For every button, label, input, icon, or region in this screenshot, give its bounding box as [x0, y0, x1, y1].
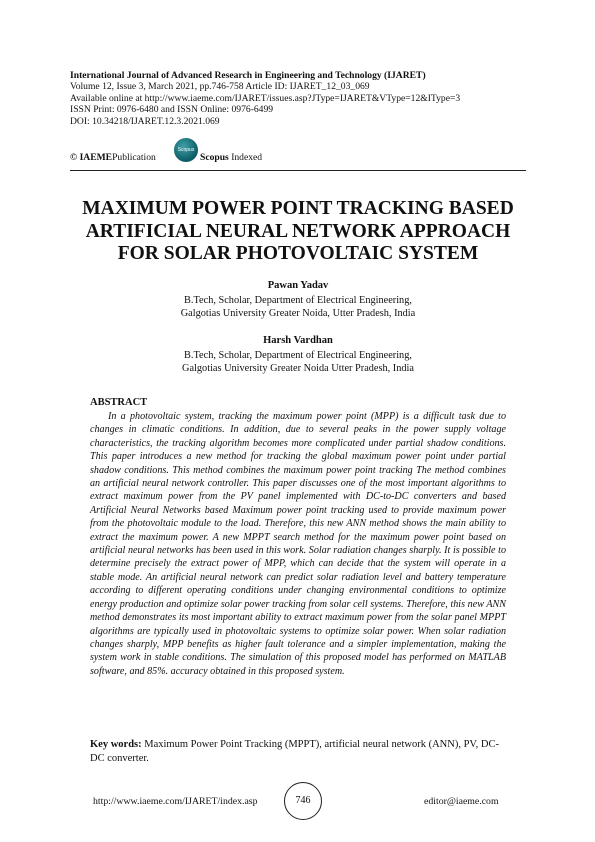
scopus-indexed-bold: Scopus: [200, 152, 229, 163]
paper-title: [60, 198, 536, 266]
footer-email-link[interactable]: editor@iaeme.com: [424, 796, 499, 807]
keywords-label: Key words:: [90, 739, 142, 750]
abstract-heading: ABSTRACT: [90, 397, 148, 408]
volume-line: Volume 12, Issue 3, March 2021, pp.746-758 Article ID: IJARET_12_03_069: [70, 81, 370, 93]
keywords-text: Maximum Power Point Tracking (MPPT), artificial neural network (ANN), PV, DC-DC converter.: [90, 739, 499, 764]
available-online-line: Available online at http://www.iaeme.com/IJARET/issues.asp?JType=IJARET&VType=12&IType=3: [70, 92, 461, 104]
scopus-indexed-suffix: Indexed: [228, 152, 263, 163]
author-name: Pawan Yadav: [267, 280, 329, 291]
affiliation-line: B.Tech, Scholar, Department of Electrical Engineering,: [184, 295, 412, 306]
footer-url-link[interactable]: http://www.iaeme.com/IJARET/index.asp: [93, 796, 258, 807]
publisher-line: [70, 152, 156, 163]
author-name: Harsh Vardhan: [263, 335, 333, 346]
publisher-name: © IAEME: [70, 152, 113, 163]
title-line-3: FOR SOLAR PHOTOVOLTAIC SYSTEM: [117, 243, 479, 264]
journal-header: [70, 70, 540, 127]
issn-line: ISSN Print: 0976-6480 and ISSN Online: 0976-6499: [70, 104, 274, 116]
page-number: 746: [284, 782, 322, 820]
title-line-2: ARTIFICIAL NEURAL NETWORK APPROACH: [85, 220, 511, 242]
title-line-1: MAXIMUM POWER POINT TRACKING BASED: [82, 198, 514, 219]
scopus-indexed-label: [200, 152, 262, 163]
abstract-text: In a photovoltaic system, tracking the maximum power point (MPP) is a difficult task due to changes in climatic conditions. In addition, due to several peaks in the power supply voltage characteristics, the tracking algorithm becomes more complicated under partial shadow conditions. This paper introduces a new method for tracking the global maximum power point under partial shadow conditions. This method combines the maximum power point tracking The method combines an artificial neural network controller. This paper discusses one of the most important algorithms to extract maximum power from the PV panel implemented with DC-to-DC converters and based Artificial Neural Networks based Maximum power point tracking used to provide maximum power from the photovoltaic module to the load. Therefore, this new ANN method shows the main ability to extract the maximum power. A new MPPT search method for the maximum power point based on artificial neural networks has been used in this work. Solar radiation changes sharply. It is possible to determine precisely the extract power of MPP, which can decide that the system will operate in a stable mode. An artificial neural network can predict solar radiation level and battery temperature according to different operating conditions under changing environmental conditions to optimize energy production and optimize solar power tracking from solar cell systems. Therefore, this new ANN method demonstrates its most important ability to extract maximum power from the solar panel MPPT algorithms are typically used in photovoltaic systems to optimize solar power. When solar radiation changes sharply, MPP benefits as higher fault tolerance and a simpler implementation, making the system work in stable conditions. The simulation of this proposed model has performed on MATLAB software, and 85%. accuracy obtained in this proposed system.: [90, 411, 506, 677]
keywords: [90, 738, 510, 765]
scopus-logo-text: Scopus: [177, 147, 195, 153]
publisher-suffix: Publication: [112, 152, 156, 163]
affiliation-line: Galgotias University Greater Noida, Utter Pradesh, India: [180, 308, 416, 320]
scopus-logo-icon: [174, 138, 198, 162]
affiliation-line: B.Tech, Scholar, Department of Electrical Engineering,: [184, 350, 412, 361]
author-affiliation: [60, 349, 536, 375]
affiliation-line: Galgotias University Greater Noida Utter Pradesh, India: [182, 363, 414, 375]
author-affiliation: [60, 294, 536, 320]
doi-line: DOI: 10.34218/IJARET.12.3.2021.069: [70, 115, 220, 127]
journal-title: International Journal of Advanced Research in Engineering and Technology (IJARET): [70, 70, 426, 81]
header-divider: [70, 170, 526, 171]
